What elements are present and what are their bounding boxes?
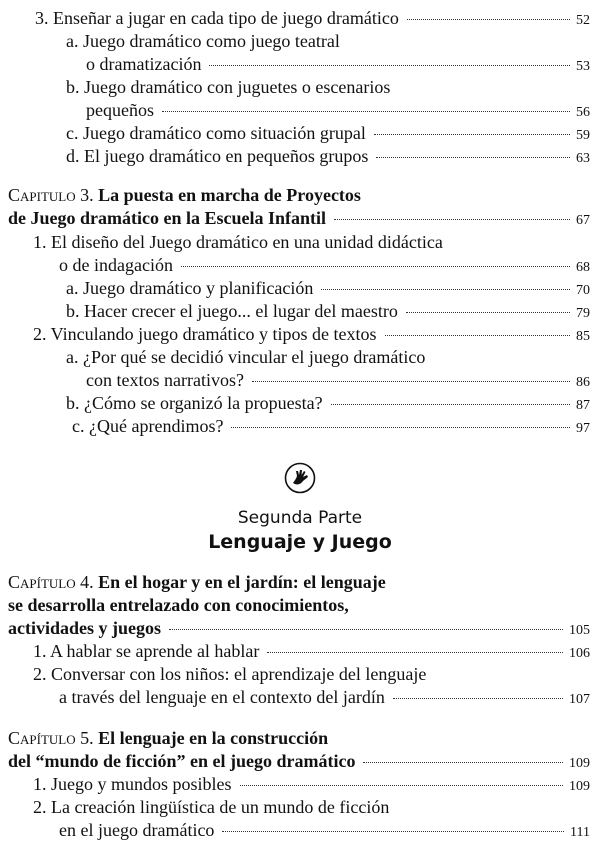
toc-entry-c4-2-line2[interactable] (59, 686, 590, 711)
toc-entry-text: b. Juego dramático con juguetes o escenarios (66, 77, 391, 97)
page-number: 109 (569, 779, 590, 794)
leader-dots (363, 762, 563, 763)
toc-entry-3[interactable] (35, 7, 590, 32)
toc-entry-text: b. Hacer crecer el juego... el lugar del maestro (66, 301, 398, 321)
part-title: Lenguaje y Juego (208, 531, 392, 553)
part-subtitle: Segunda Parte (237, 508, 363, 528)
toc-entry-c5-2-line1[interactable] (33, 796, 389, 818)
leader-dots (321, 289, 570, 290)
toc-entry-3b-line1[interactable] (66, 76, 390, 98)
chapter-3-heading-line2[interactable] (8, 207, 590, 232)
toc-entry-c5-2-line2[interactable] (59, 819, 590, 844)
chapter-title: del “mundo de ficción” en el juego dramático (8, 751, 356, 771)
toc-entry-text: con textos narrativos? (86, 370, 244, 390)
leader-dots (162, 111, 570, 112)
toc-entry-c3-2a-line2[interactable] (86, 369, 590, 394)
toc-entry-c4-2-line1[interactable] (33, 663, 426, 685)
page-number: 86 (576, 375, 590, 390)
toc-entry-text: 1. Juego y mundos posibles (33, 774, 232, 794)
toc-entry-text: a. Juego dramático como juego teatral (66, 31, 340, 51)
page-number: 107 (569, 692, 590, 707)
leader-dots (209, 65, 570, 66)
page-number: 109 (569, 756, 590, 771)
page-number: 70 (576, 283, 590, 298)
page-number: 105 (569, 623, 590, 638)
leader-dots (406, 312, 570, 313)
toc-entry-text: b. ¿Cómo se organizó la propuesta? (66, 393, 323, 413)
leader-dots (181, 266, 570, 267)
toc-entry-c4-1[interactable] (33, 640, 590, 665)
page-number: 106 (569, 646, 590, 661)
toc-entry-text: 2. Conversar con los niños: el aprendizaje del lenguaje (33, 664, 427, 684)
toc-entry-text: 1. El diseño del Juego dramático en una unidad didáctica (33, 232, 443, 252)
toc-entry-c3-2[interactable] (33, 323, 590, 348)
toc-entry-c5-1[interactable] (33, 773, 590, 798)
page-number: 53 (576, 59, 590, 74)
page-number: 97 (576, 421, 590, 436)
chapter-label: Capitulo 3. (8, 185, 94, 205)
toc-entry-text: a través del lenguaje en el contexto del jardín (59, 687, 385, 707)
page-number: 111 (570, 825, 590, 840)
toc-entry-3a-line2[interactable] (86, 53, 590, 78)
chapter-5-heading-line1[interactable] (8, 727, 328, 749)
chapter-title: de Juego dramático en la Escuela Infantil (8, 208, 326, 228)
toc-entry-text: en el juego dramático (59, 820, 215, 840)
toc-entry-text: 2. La creación lingüística de un mundo de ficción (33, 797, 390, 817)
chapter-title: En el hogar y en el jardín: el lenguaje (98, 572, 386, 592)
chapter-label: Capítulo 4. (8, 572, 94, 592)
toc-entry-text: 1. A hablar se aprende al hablar (33, 641, 260, 661)
leader-dots (376, 157, 570, 158)
toc-entry-c3-1-line2[interactable] (59, 254, 590, 279)
page-number: 63 (576, 151, 590, 166)
chapter-4-heading-line2[interactable] (8, 594, 349, 616)
leader-dots (231, 427, 570, 428)
chapter-title: actividades y juegos (8, 618, 161, 638)
chapter-title: se desarrolla entrelazado con conocimientos, (8, 595, 349, 615)
leader-dots (267, 652, 563, 653)
toc-entry-c3-2a-line1[interactable] (66, 346, 425, 368)
toc-entry-text: c. ¿Qué aprendimos? (72, 416, 224, 436)
page-number: 56 (576, 105, 590, 120)
toc-entry-text: c. Juego dramático como situación grupal (66, 123, 366, 143)
toc-entry-c3-1-line1[interactable] (33, 231, 443, 253)
page-number: 68 (576, 260, 590, 275)
toc-entry-text: o dramatización (86, 54, 202, 74)
toc-entry-3d[interactable] (66, 145, 590, 170)
leader-dots (331, 404, 570, 405)
toc-entry-text: o de indagación (59, 255, 173, 275)
leader-dots (169, 629, 563, 630)
leader-dots (393, 698, 563, 699)
chapter-title: La puesta en marcha de Proyectos (98, 185, 361, 205)
toc-entry-text: 3. Enseñar a jugar en cada tipo de juego dramático (35, 8, 399, 28)
leader-dots (385, 335, 570, 336)
page-number: 59 (576, 128, 590, 143)
toc-entry-text: 2. Vinculando juego dramático y tipos de textos (33, 324, 377, 344)
toc-entry-text: a. ¿Por qué se decidió vincular el juego dramático (66, 347, 426, 367)
leader-dots (374, 134, 570, 135)
toc-entry-text: a. Juego dramático y planificación (66, 278, 314, 298)
chapter-5-heading-line2[interactable] (8, 750, 590, 775)
toc-entry-text: d. El juego dramático en pequeños grupos (66, 146, 369, 166)
chapter-3-heading-line1[interactable] (8, 184, 361, 206)
leader-dots (334, 219, 570, 220)
leader-dots (252, 381, 570, 382)
page-number: 87 (576, 398, 590, 413)
chapter-title: El lenguaje en la construcción (98, 728, 329, 748)
page-number: 52 (576, 13, 590, 28)
toc-entry-3c[interactable] (66, 122, 590, 147)
page-number: 67 (576, 213, 590, 228)
chapter-4-heading-line3[interactable] (8, 617, 590, 642)
toc-entry-c3-2b[interactable] (66, 392, 590, 417)
chapter-label: Capítulo 5. (8, 728, 94, 748)
page-number: 85 (576, 329, 590, 344)
chapter-4-heading-line1[interactable] (8, 571, 386, 593)
toc-entry-c3-2c[interactable] (72, 415, 590, 440)
page-number: 79 (576, 306, 590, 321)
leader-dots (222, 831, 564, 832)
toc-entry-3b-line2[interactable] (86, 99, 590, 124)
leader-dots (240, 785, 563, 786)
toc-entry-3a-line1[interactable] (66, 30, 340, 52)
toc-entry-c3-1b[interactable] (66, 300, 590, 325)
toc-entry-text: pequeños (86, 100, 154, 120)
leader-dots (407, 19, 570, 20)
hand-print-ornament-icon (284, 462, 316, 494)
toc-entry-c3-1a[interactable] (66, 277, 590, 302)
